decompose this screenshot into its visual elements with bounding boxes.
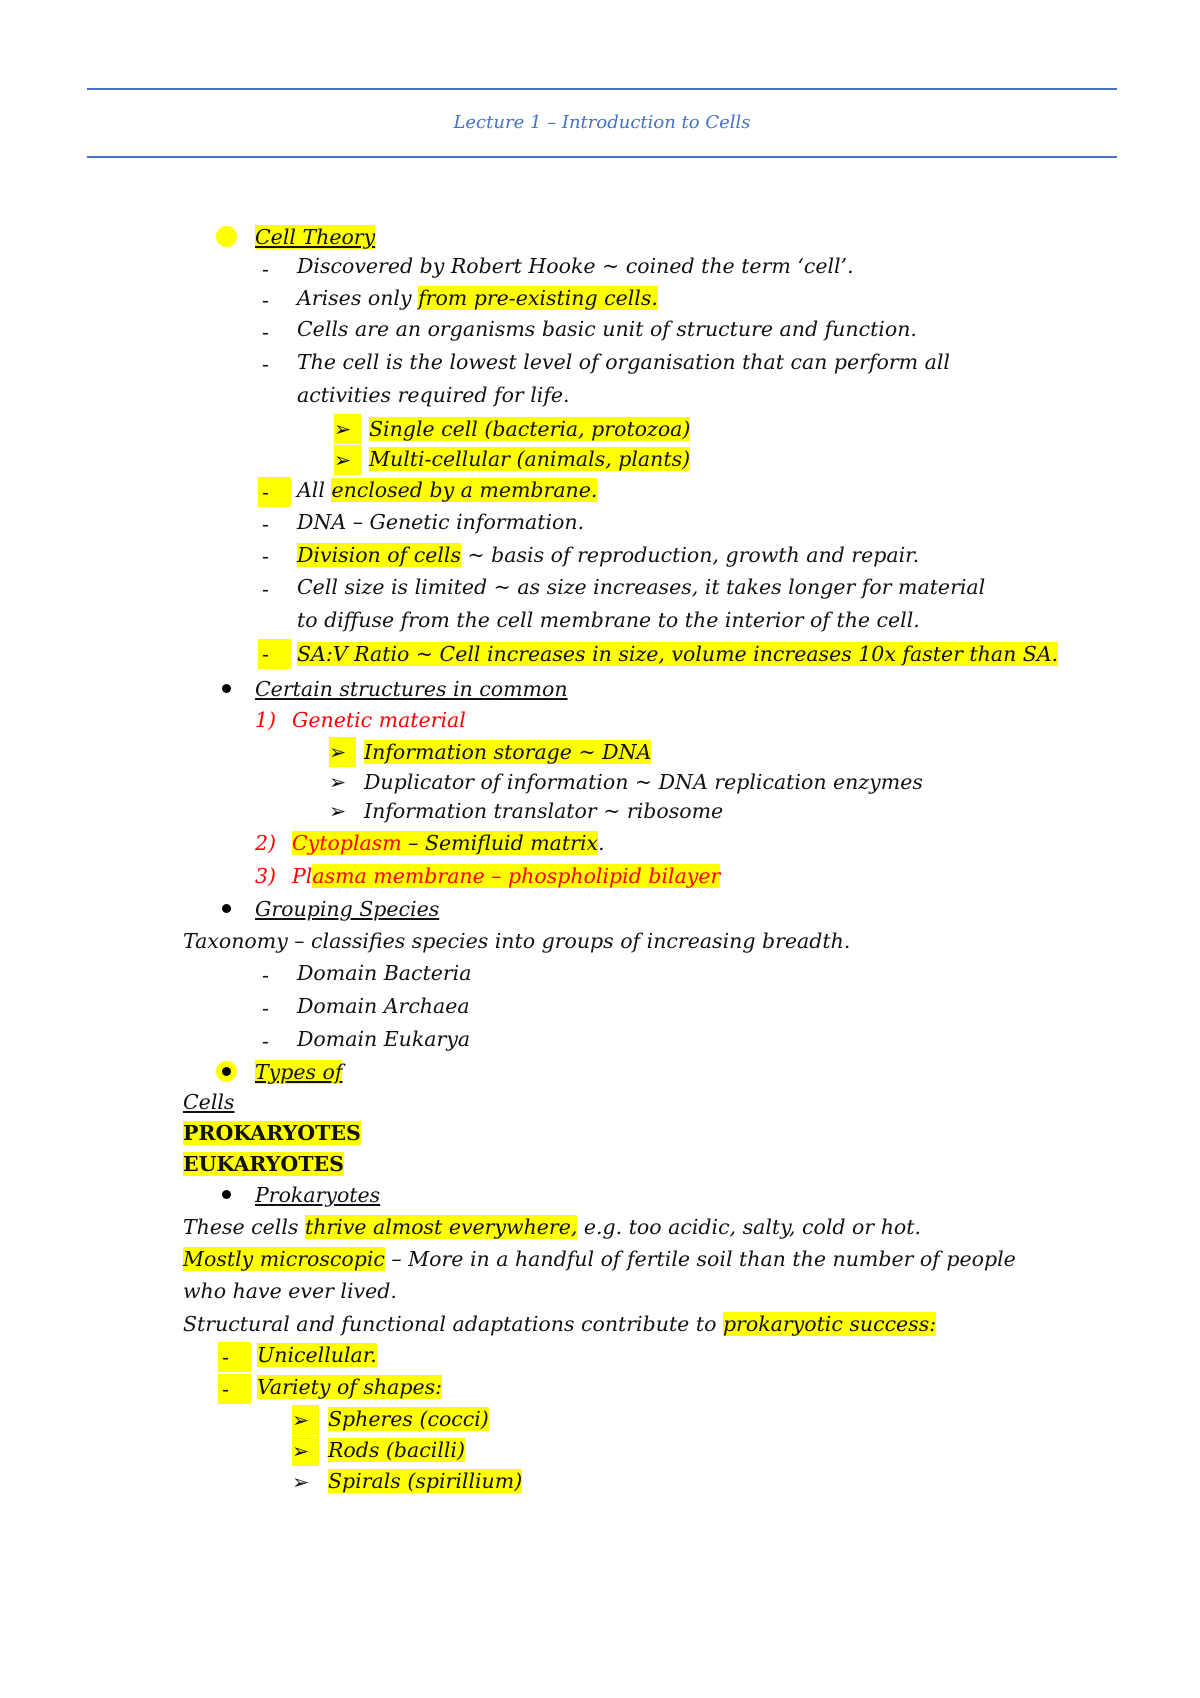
- list-item: Cells are an organisms basic unit of structure and function.: [297, 317, 917, 341]
- arrow-marker: ➢: [292, 1470, 310, 1494]
- item-text: Structural and functional adaptations contribute to: [183, 1312, 723, 1336]
- arrow-marker: ➢: [334, 445, 361, 475]
- highlighted-text: from pre-existing cells.: [418, 286, 658, 310]
- list-item: [297, 475, 597, 505]
- heading-text: Prokaryotes: [255, 1183, 381, 1207]
- list-item: Domain Archaea: [297, 994, 470, 1018]
- highlighted-text: Information storage ~ DNA: [364, 740, 652, 764]
- item-text: These cells: [183, 1215, 305, 1239]
- dash-marker: -: [262, 257, 269, 281]
- heading-grouping-species: [255, 894, 439, 924]
- label-prokaryotes: [183, 1118, 361, 1148]
- list-item: The cell is the lowest level of organisation that can perform all: [297, 350, 950, 374]
- heading-certain-structures: [255, 674, 568, 704]
- header-rule-top: [87, 88, 1117, 90]
- arrow-marker: ➢: [292, 1405, 319, 1435]
- heading-text: Cell Theory: [255, 225, 376, 249]
- dash-marker: -: [262, 352, 269, 376]
- heading-text: Types of: [255, 1060, 343, 1084]
- arrow-marker: ➢: [329, 799, 347, 823]
- paragraph: Taxonomy – classifies species into groups of increasing breadth.: [183, 929, 851, 953]
- page-header-title: Lecture 1 – Introduction to Cells: [453, 112, 751, 133]
- heading-text: Grouping Species: [255, 897, 440, 921]
- item-text: Arises only: [297, 286, 419, 310]
- item-text: e.g. too acidic, salty, cold or hot.: [577, 1215, 921, 1239]
- item-text: .: [598, 831, 605, 855]
- sub-list-item: Duplicator of information ~ DNA replication enzymes: [364, 770, 923, 794]
- bullet-dot: [222, 684, 231, 693]
- highlighted-text: PROKARYOTES: [183, 1121, 361, 1145]
- bullet-dot: [222, 904, 231, 913]
- highlighted-text: prokaryotic success:: [722, 1312, 937, 1336]
- dash-marker: -: [258, 639, 291, 669]
- numbered-item: [292, 861, 720, 891]
- dash-marker: -: [258, 477, 291, 507]
- heading-text: Cells: [183, 1090, 235, 1114]
- highlighted-text: Cytoplasm: [292, 831, 402, 855]
- highlighted-text: thrive almost everywhere,: [304, 1215, 578, 1239]
- dash-marker: -: [262, 1029, 269, 1053]
- item-text: Pl: [292, 864, 313, 888]
- list-item: [257, 1340, 377, 1370]
- heading-prokaryotes: [255, 1180, 380, 1210]
- arrow-marker: ➢: [334, 414, 361, 444]
- arrow-marker: ➢: [292, 1436, 319, 1466]
- paragraph-continued: who have ever lived.: [183, 1279, 397, 1303]
- numbered-marker: 1): [255, 708, 277, 732]
- dash-marker: -: [262, 963, 269, 987]
- dash-marker: -: [262, 544, 269, 568]
- bullet-dot: [222, 232, 231, 241]
- heading-types-of-cells: [255, 1057, 342, 1087]
- arrow-marker: ➢: [329, 770, 347, 794]
- highlighted-text: Spheres (cocci): [328, 1407, 489, 1431]
- heading-text: Certain structures in common: [255, 677, 568, 701]
- list-item: Domain Bacteria: [297, 961, 472, 985]
- highlighted-text: Multi-cellular (animals, plants): [369, 447, 691, 471]
- list-item: [257, 1372, 442, 1402]
- sub-list-item: [328, 1466, 522, 1496]
- sub-list-item: [369, 414, 690, 444]
- dash-marker: -: [262, 288, 269, 312]
- item-text: All: [297, 478, 332, 502]
- paragraph: [183, 1212, 921, 1242]
- label-eukaryotes: [183, 1149, 344, 1179]
- highlighted-text: asma membrane – phospholipid bilayer: [312, 864, 721, 888]
- highlighted-text: Spirals (spirillium): [328, 1469, 523, 1493]
- list-item: [297, 283, 658, 313]
- highlighted-text: Mostly microscopic: [183, 1247, 385, 1271]
- list-item: Cell size is limited ~ as size increases, it takes longer for material: [297, 575, 986, 599]
- highlighted-text: Variety of shapes:: [257, 1375, 443, 1399]
- numbered-item: [292, 828, 605, 858]
- sub-list-item: [328, 1435, 465, 1465]
- highlighted-text: enclosed by a membrane.: [331, 478, 598, 502]
- numbered-item: Genetic material: [292, 708, 466, 732]
- highlighted-text: Single cell (bacteria, protozoa): [369, 417, 691, 441]
- sub-list-item: [369, 444, 690, 474]
- arrow-marker: ➢: [329, 737, 356, 767]
- item-text: ~ basis of reproduction, growth and repair.: [460, 543, 920, 567]
- sub-list-item: [328, 1404, 489, 1434]
- dash-marker: -: [262, 577, 269, 601]
- list-item: [297, 639, 1058, 669]
- highlighted-text: SA:V Ratio ~ Cell increases in size, volume increases 10x faster than SA.: [297, 642, 1059, 666]
- sub-list-item: Information translator ~ ribosome: [364, 799, 724, 823]
- sub-list-item: [364, 737, 651, 767]
- list-item: Discovered by Robert Hooke ~ coined the term ‘cell’.: [297, 254, 854, 278]
- highlighted-text: Division of cells: [297, 543, 461, 567]
- paragraph: [183, 1309, 936, 1339]
- dash-marker: -: [218, 1374, 251, 1404]
- highlighted-text: Unicellular.: [257, 1343, 377, 1367]
- list-item-continued: activities required for life.: [297, 383, 570, 407]
- highlighted-text: – Semifluid matrix: [401, 831, 599, 855]
- list-item: [297, 540, 919, 570]
- header-rule-bottom: [87, 156, 1117, 158]
- list-item: Domain Eukarya: [297, 1027, 471, 1051]
- bullet-dot: [222, 1067, 231, 1076]
- heading-types-of-cells-continued: [183, 1087, 234, 1117]
- numbered-marker: 3): [255, 864, 277, 888]
- bullet-dot: [222, 1190, 231, 1199]
- list-item: DNA – Genetic information.: [297, 510, 585, 534]
- highlighted-text: EUKARYOTES: [183, 1152, 344, 1176]
- heading-cell-theory: [255, 222, 375, 252]
- list-item-continued: to diffuse from the cell membrane to the interior of the cell.: [297, 608, 920, 632]
- numbered-marker: 2): [255, 831, 277, 855]
- paragraph: [183, 1244, 1016, 1274]
- dash-marker: -: [262, 320, 269, 344]
- dash-marker: -: [262, 512, 269, 536]
- highlighted-text: Rods (bacilli): [328, 1438, 465, 1462]
- dash-marker: -: [262, 996, 269, 1020]
- dash-marker: -: [218, 1342, 251, 1372]
- item-text: – More in a handful of fertile soil than the number of people: [384, 1247, 1016, 1271]
